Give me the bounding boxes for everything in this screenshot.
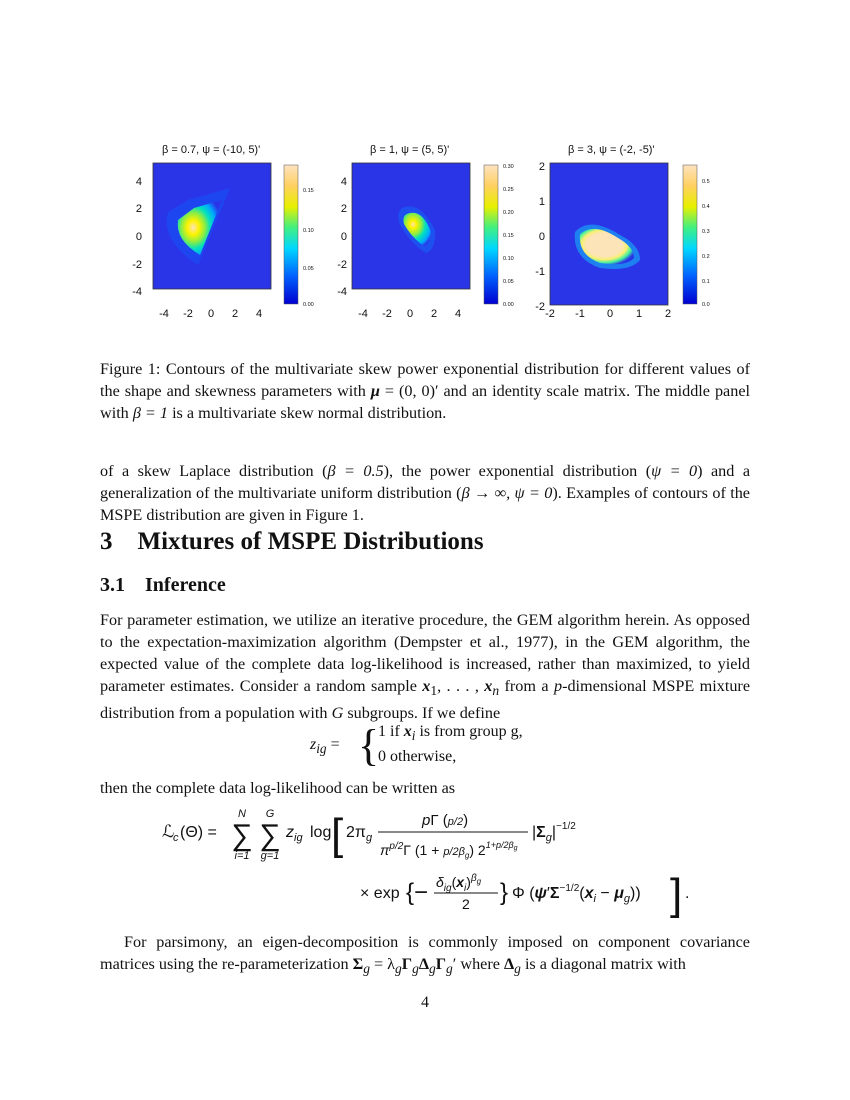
- colorbar-tick: 0.15: [303, 188, 314, 194]
- y-tick: 1: [538, 196, 545, 208]
- colorbar-tick: 0.05: [503, 279, 514, 285]
- brace: {: [358, 721, 380, 770]
- equation-loglik: [160, 805, 720, 925]
- y-tick: -1: [535, 266, 545, 278]
- math: 1: [430, 683, 438, 699]
- paragraph-2: [100, 609, 750, 724]
- math: g: [395, 961, 402, 977]
- colorbar-tick: 0.25: [503, 187, 514, 193]
- panel-3-colorbar: [683, 165, 697, 304]
- section-title: Mixtures of MSPE Distributions: [137, 528, 484, 555]
- section-number: 3: [100, 528, 113, 555]
- y-tick: 0: [135, 231, 142, 243]
- brace: {−: [406, 879, 429, 906]
- svg-text:πp/2Γ (1 + p/2βg) 21+p/2βg: $\pi^{p/2}\Gamma$ $(1 + p/2\beta_g)$ $2^{1+p/2\beta}g$: [380, 840, 518, 860]
- x-tick: 4: [255, 308, 263, 320]
- x-tick: 0: [406, 308, 414, 320]
- y-tick: 2: [340, 203, 347, 215]
- math: x: [422, 677, 431, 695]
- math: × exp: [360, 885, 400, 902]
- svg-text:zig: $z_{ig}$: [286, 824, 303, 844]
- text: -dimensional MSPE mixture distribution from a population with: [100, 677, 750, 723]
- y-tick: 4: [135, 176, 142, 188]
- caption-mu-val: = (0, 0)′: [384, 382, 439, 400]
- figure-caption: [100, 358, 750, 424]
- math: G: [265, 808, 275, 820]
- x-tick: 0: [207, 308, 215, 320]
- math: (Θ) =: [180, 824, 217, 841]
- panel-title-3: β = 3, ψ = (-2, -5)': [568, 144, 655, 156]
- panel-1-colorbar: [284, 165, 298, 304]
- svg-text:|Σg|−1/2: $|\Sigma_g|^{-1/2}$: [532, 821, 576, 844]
- colorbar-tick: 0.0: [702, 302, 710, 308]
- figure-1: [120, 140, 730, 330]
- x-tick: 2: [430, 308, 438, 320]
- math: g: [428, 961, 436, 977]
- brace: }: [500, 879, 509, 906]
- math: 1 if: [378, 723, 400, 740]
- colorbar-tick: 0.4: [702, 204, 710, 210]
- y-tick: 0: [538, 231, 545, 243]
- bracket: ]: [670, 870, 683, 919]
- y-tick: -2: [535, 301, 545, 313]
- caption-label: Figure 1:: [100, 360, 161, 378]
- math: c: [173, 832, 179, 844]
- colorbar-tick: 0.1: [702, 279, 710, 285]
- x-tick: -1: [575, 308, 585, 320]
- math: Δ: [503, 955, 515, 973]
- text: subgroups. If we define: [347, 704, 501, 723]
- svg-text:pΓ (p/2): pΓ (p/2): [422, 812, 469, 829]
- x-tick: 1: [635, 308, 643, 320]
- math: Γ: [401, 955, 413, 973]
- math: ig: [316, 741, 327, 757]
- math: β = 0.5: [327, 462, 384, 480]
- caption-text-c: is a multivariate skew normal distribution.: [172, 404, 447, 422]
- math: n: [492, 683, 500, 699]
- math: z: [310, 736, 317, 753]
- svg-text:2: 2: [462, 896, 470, 912]
- text: ), the power exponential distribution (: [383, 462, 652, 480]
- text: of a skew Laplace distribution (: [100, 462, 328, 480]
- y-tick: 2: [135, 203, 142, 215]
- subsection-heading: [100, 574, 226, 597]
- math: is from group g,: [419, 723, 523, 740]
- colorbar-tick: 0.3: [702, 229, 710, 235]
- text: ′ where: [452, 955, 500, 973]
- math: i=1: [234, 850, 250, 862]
- paragraph-3: then the complete data log-likelihood can be written as: [100, 779, 456, 797]
- colorbar-tick: 0.10: [503, 256, 514, 262]
- colorbar-tick: 0.00: [503, 302, 514, 308]
- loglik-formula: [160, 805, 720, 925]
- paragraph-1: [100, 460, 750, 526]
- math: 0 otherwise,: [378, 748, 457, 765]
- panel-2-colorbar: [484, 165, 498, 304]
- sum-sign: ∑: [259, 819, 281, 852]
- page-number: 4: [421, 994, 429, 1011]
- math: x: [403, 723, 412, 740]
- colorbar-tick: 0.00: [303, 302, 314, 308]
- y-tick: -2: [337, 259, 347, 271]
- panel-title-2: β = 1, ψ = (5, 5)': [370, 144, 450, 156]
- text: is a diagonal matrix with: [524, 955, 686, 973]
- x-tick: 2: [664, 308, 672, 320]
- text: For parameter estimation, we utilize an iterative procedure, the GEM algorithm herein. As opposed to the expectation-maximization algorithm (Dempster et al., 1977), in the GEM algorithm, the expected value of the complete data log-likelihood is increased, rather than maximized, to yield parameter estimates. Consider a random sample: [100, 611, 750, 695]
- svg-text:.: .: [685, 885, 690, 902]
- x-tick: -2: [183, 308, 193, 320]
- math: g: [446, 961, 453, 977]
- math: Δ: [418, 955, 429, 973]
- colorbar-tick: 0.15: [503, 233, 514, 239]
- y-tick: -4: [132, 286, 142, 298]
- colorbar-tick: 0.20: [503, 210, 514, 216]
- caption-mu: μ: [370, 382, 380, 400]
- paragraph-4: [100, 931, 750, 980]
- math: p: [553, 677, 563, 695]
- text: ). Examples of contours of the MSPE distribution are given in Figure 1.: [100, 484, 750, 524]
- equation-z: $z_{ig}$ = { 1 if $x_i$ is from group g, 0 otherwise,: [300, 718, 600, 778]
- colorbar-tick: 0.30: [503, 164, 514, 170]
- caption-beta: β = 1: [132, 404, 169, 422]
- bracket: [: [331, 810, 344, 859]
- y-tick: 0: [340, 231, 347, 243]
- colorbar-tick: 0.10: [303, 228, 314, 234]
- svg-text:δig(xi)βg: $\delta_{ig}(x_i)^\beta_g$: [436, 873, 482, 894]
- x-tick: -2: [545, 308, 555, 320]
- panel-2: [337, 163, 514, 320]
- math: β → ∞, ψ = 0: [461, 484, 553, 502]
- panel-1: [132, 163, 314, 320]
- x-tick: -4: [358, 308, 368, 320]
- x-tick: 4: [454, 308, 462, 320]
- y-tick: 2: [538, 161, 545, 173]
- math: = λ: [373, 955, 396, 973]
- section-heading: [100, 528, 484, 556]
- caption-text-a: Contours of the multivariate skew power exponential distribution for different values of the shape and skewness parameters with: [100, 360, 750, 400]
- math: ℒ: [162, 822, 175, 841]
- text: , . . . ,: [437, 677, 479, 695]
- math: Γ: [435, 955, 447, 973]
- math: G: [331, 704, 344, 723]
- text: from a: [504, 677, 549, 695]
- panel-3: [535, 161, 709, 320]
- math: x: [484, 677, 493, 695]
- math: ψ = 0: [651, 462, 698, 480]
- y-tick: -4: [337, 286, 347, 298]
- text: For parsimony, an eigen-decomposition is commonly imposed on component covariance matrices using the re-parameterization: [100, 933, 750, 973]
- text: ) and a generalization of the multivariate uniform distribution (: [100, 462, 751, 502]
- math: g: [363, 961, 370, 977]
- math: g: [412, 961, 419, 977]
- colorbar-tick: 0.05: [303, 266, 314, 272]
- subsection-number: 3.1: [100, 574, 125, 596]
- math: g: [514, 961, 521, 977]
- sum-sign: ∑: [231, 819, 253, 852]
- svg-text:2πg: $2\pi_g$: [346, 824, 373, 844]
- math: Σ: [352, 955, 364, 973]
- math: N: [238, 808, 246, 820]
- colorbar-tick: 0.5: [702, 179, 710, 185]
- contour-plots: [120, 140, 730, 330]
- subsection-title: Inference: [145, 574, 226, 596]
- svg-text:Φ (ψ′Σ−1/2(xi − μg)): Φ $(\psi'\Sigma^{-1/2}(x_i - \mu_g))$: [512, 883, 641, 905]
- y-tick: 4: [340, 176, 347, 188]
- x-tick: 0: [606, 308, 614, 320]
- y-tick: -2: [132, 259, 142, 271]
- colorbar-tick: 0.2: [702, 254, 710, 260]
- x-tick: 2: [231, 308, 239, 320]
- panel-title-1: β = 0.7, ψ = (-10, 5)': [162, 144, 261, 156]
- math: g=1: [260, 850, 280, 862]
- x-tick: -4: [159, 308, 169, 320]
- x-tick: -2: [382, 308, 392, 320]
- math: log: [310, 824, 332, 841]
- caption-text-b: and an identity scale matrix. The middle panel with: [100, 382, 751, 422]
